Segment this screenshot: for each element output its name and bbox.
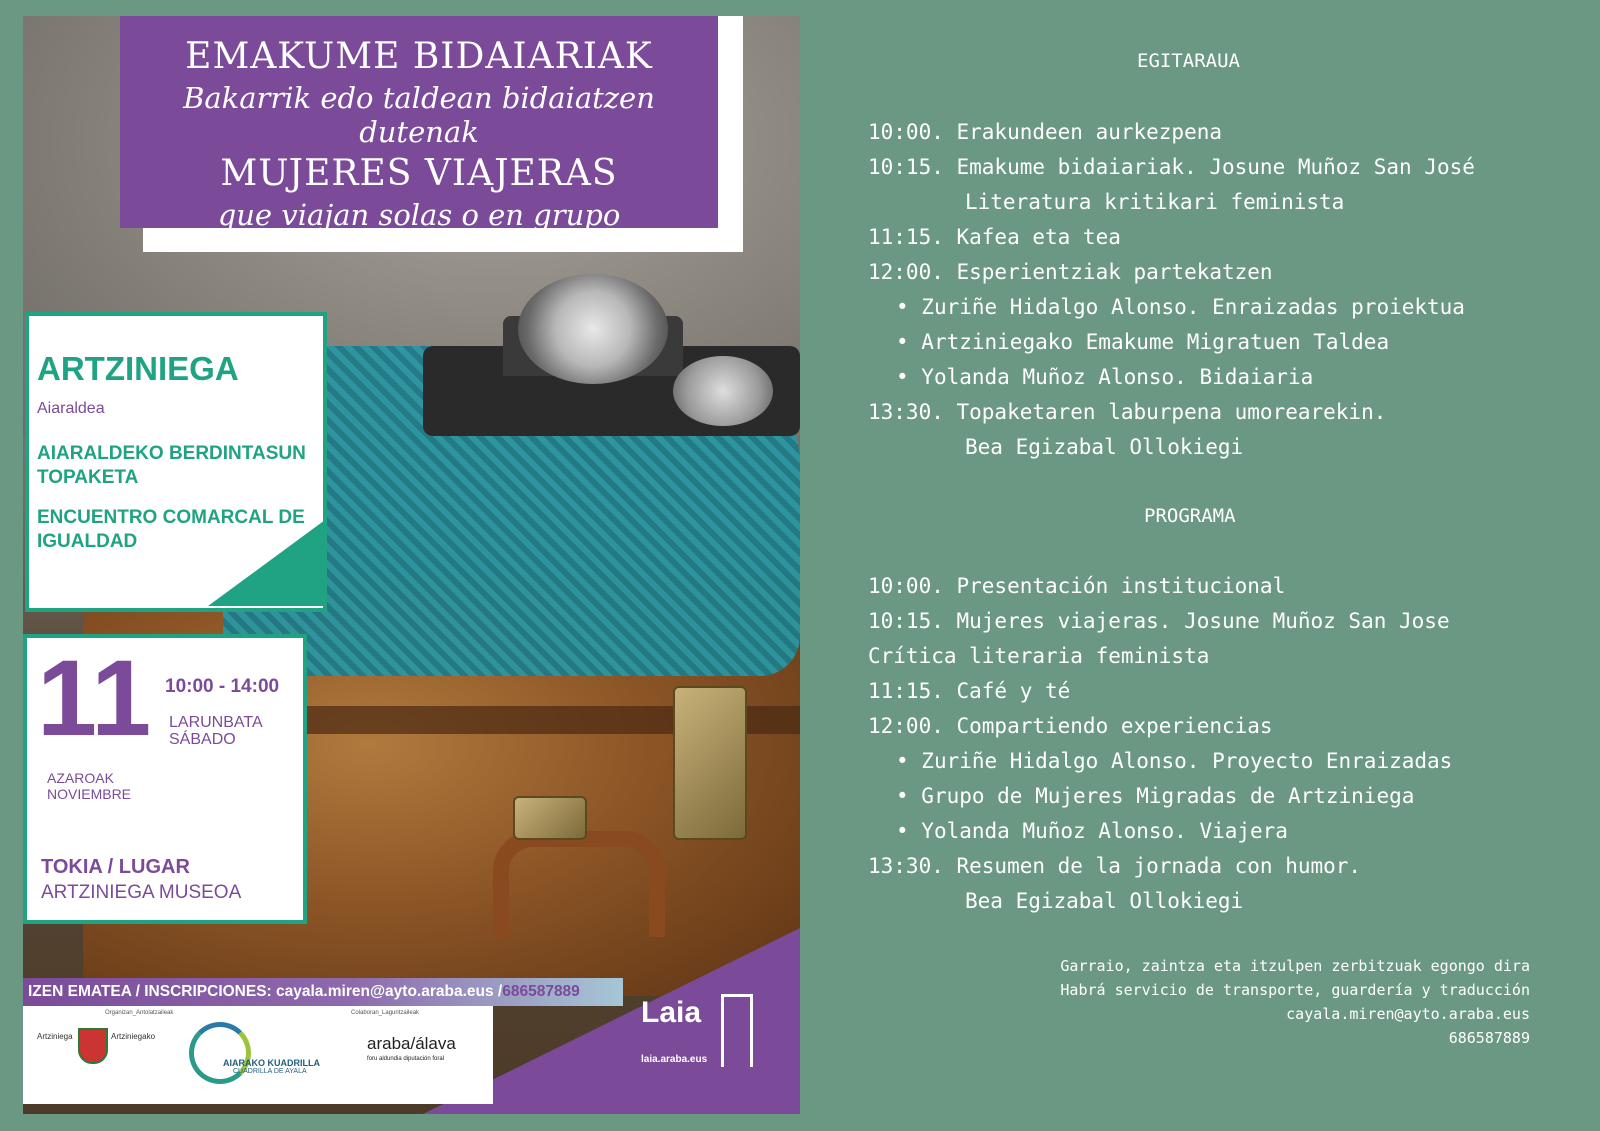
- program-es-item: 10:00. Presentación institucional: [868, 574, 1286, 598]
- camera-lens-icon: [518, 274, 668, 384]
- place-name: ARTZINIEGA MUSEOA: [41, 882, 242, 903]
- laia-url: laia.araba.eus: [641, 1054, 708, 1065]
- camera-dial-icon: [673, 356, 773, 426]
- registration-band: [23, 978, 623, 1006]
- program-es-item: 13:30. Resumen de la jornada con humor.: [868, 854, 1362, 878]
- bullet-text: Zuriñe Hidalgo Alonso. Proyecto Enraizadas: [921, 749, 1453, 773]
- registration-label: IZEN EMATEA / INSCRIPCIONES: cayala.miren@ayto.araba.eus /: [28, 983, 503, 1000]
- program-es-item: 10:15. Mujeres viajeras. Josune Muñoz San Jose: [868, 609, 1450, 633]
- date-card: [23, 634, 307, 924]
- logo-artziniegako-text: Artziniegako: [111, 1032, 156, 1041]
- program-es-bullet: [868, 779, 1452, 814]
- contact-email[interactable]: cayala.miren@ayto.araba.eus: [1286, 1005, 1530, 1023]
- lock-icon: [673, 686, 747, 840]
- bullet-text: Yolanda Muñoz Alonso. Bidaiaria: [921, 365, 1314, 389]
- program-es-bullet: [868, 744, 1452, 779]
- suitcase-handle: [493, 831, 665, 937]
- bullet-text: Zuriñe Hidalgo Alonso. Enraizadas proiektua: [921, 295, 1465, 319]
- laia-logo: Laia: [641, 996, 702, 1029]
- program-eu-item: 10:00. Erakundeen aurkezpena: [868, 120, 1223, 144]
- program-es-list: [868, 569, 1452, 919]
- program-es-item: Bea Egizabal Ollokiegi: [965, 889, 1244, 913]
- bullet-text: Artziniegako Emakume Migratuen Taldea: [921, 330, 1390, 354]
- araba-logo-line1: araba/álava: [367, 1034, 456, 1053]
- event-hours: 10:00 - 14:00: [165, 676, 280, 697]
- event-name-eu: AIARALDEKO BERDINTASUN TOPAKETA: [37, 443, 306, 488]
- place-label: TOKIA / LUGAR: [41, 856, 190, 878]
- ayala-logo-line1: AIARAKO KUADRILLA: [223, 1058, 320, 1068]
- services-eu: Garraio, zaintza eta itzulpen zerbitzuak egongo dira: [1060, 957, 1530, 975]
- logo-artziniega-text: Artziniega: [37, 1032, 73, 1041]
- event-day: 11: [37, 637, 152, 758]
- contact-phone[interactable]: 686587889: [1448, 1029, 1530, 1047]
- program-eu-item: Bea Egizabal Ollokiegi: [965, 435, 1244, 459]
- ayala-logo-line2: CUADRILLA DE AYALA: [233, 1068, 307, 1075]
- program-es-item: 12:00. Compartiendo experiencias: [868, 714, 1273, 738]
- program-eu-bullet: [868, 360, 1475, 395]
- araba-logo-line2: foru aldundia diputación foral: [367, 1056, 445, 1062]
- services-es: Habrá servicio de transporte, guardería y traducción: [1060, 981, 1530, 999]
- event-weekday: [169, 714, 263, 748]
- subtitle-eu: Bakarrik edo taldean bidaiatzen dutenak: [183, 81, 655, 149]
- town-name: ARTZINIEGA: [37, 350, 239, 387]
- chair-icon: [721, 994, 753, 1067]
- program-eu-item: 12:00. Esperientziak partekatzen: [868, 260, 1273, 284]
- services-note: [1060, 954, 1530, 1050]
- green-corner-decoration: [208, 520, 325, 606]
- title-eu: EMAKUME BIDAIARIAK: [185, 36, 653, 77]
- weekday-es: SÁBADO: [169, 731, 236, 748]
- program-eu-item: 11:15. Kafea eta tea: [868, 225, 1121, 249]
- program-eu-bullet: [868, 290, 1475, 325]
- title-es: MUJERES VIAJERAS: [220, 153, 618, 194]
- event-name-es: ENCUENTRO COMARCAL DE IGUALDAD: [37, 507, 305, 552]
- sponsor-logos: [23, 1006, 493, 1104]
- month-eu: AZAROAK: [47, 770, 114, 786]
- registration-phone: 686587889: [502, 983, 580, 1000]
- poster-title-box: [120, 16, 718, 232]
- program-es-bullet: [868, 814, 1452, 849]
- organizers-label: Organizan_Antolatzaileak: [105, 1010, 174, 1016]
- bullet-text: Yolanda Muñoz Alonso. Viajera: [921, 819, 1288, 843]
- event-month: [47, 770, 131, 802]
- program-es-item: Crítica literaria feminista: [868, 644, 1210, 668]
- weekday-eu: LARUNBATA: [169, 714, 263, 731]
- bullet-text: Grupo de Mujeres Migradas de Artziniega: [921, 784, 1415, 808]
- program-eu-bullet: [868, 325, 1475, 360]
- event-poster: [23, 16, 800, 1114]
- program-es-item: 11:15. Café y té: [868, 679, 1071, 703]
- program-eu-list: [868, 115, 1475, 465]
- program-eu-item-text: 10:15. Emakume bidaiariak. Josune Muñoz San José: [868, 155, 1475, 179]
- month-es: NOVIEMBRE: [47, 786, 132, 802]
- program-eu-item: 13:30. Topaketaren laburpena umorearekin.: [868, 400, 1387, 424]
- collaborators-label: Colaboran_Laguntzaileak: [351, 1010, 420, 1016]
- program-eu-item: [868, 150, 1475, 185]
- latch-icon: [513, 796, 587, 840]
- program-eu-item: Literatura kritikari feminista: [965, 190, 1345, 214]
- subtitle-es: que viajan solas o en grupo: [217, 198, 621, 232]
- region-name: Aiaraldea: [37, 400, 105, 417]
- artziniega-shield-icon: [78, 1028, 108, 1064]
